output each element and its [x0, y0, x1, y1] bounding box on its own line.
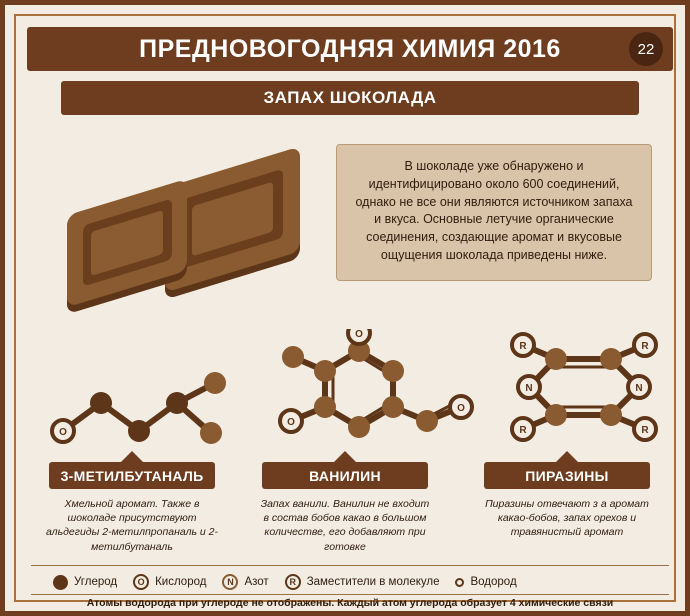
legend	[31, 570, 669, 594]
legend-item-oxygen	[133, 574, 206, 590]
intro-text: В шоколаде уже обнаружено и идентифицировано около 600 соединений, однако не все они являются источником запаха и вкуса. Основные летучие органические соединения, создающие аромат и вкусовые ощущения шоколада приведены ниже.	[355, 159, 633, 262]
legend-divider-top	[31, 565, 669, 566]
svg-text:O: O	[287, 417, 295, 428]
title-bar	[27, 27, 673, 71]
svg-text:R: R	[519, 425, 527, 436]
molecule-vanillin	[263, 329, 478, 447]
legend-item-carbon	[53, 575, 117, 590]
legend-label: Кислород	[155, 576, 207, 588]
molecule-pyrazines	[501, 329, 676, 444]
oxygen-atom-icon: O	[133, 574, 149, 590]
nitrogen-atom-icon: N	[222, 574, 238, 590]
molecule-name-plate-2	[262, 462, 428, 489]
legend-item-substituent	[285, 574, 440, 590]
molecule-3-methylbutanal	[33, 353, 243, 448]
intro-panel	[336, 144, 652, 281]
footnote-text: Атомы водорода при углероде не отображены. Каждый атом углерода образует 4 химические связи	[86, 597, 614, 609]
molecule-name-plate-1	[49, 462, 215, 489]
legend-label: Углерод	[74, 576, 118, 588]
svg-text:N: N	[635, 383, 643, 394]
svg-text:N: N	[525, 383, 533, 394]
svg-text:O: O	[457, 403, 465, 414]
molecule-caption-3: Пиразины отвечают з а аромат какао-бобов, запах орехов и травянистый аромат	[485, 498, 649, 539]
hydrogen-atom-icon	[455, 578, 464, 587]
svg-text:R: R	[641, 425, 649, 436]
legend-label: Азот	[244, 576, 269, 588]
carbon-atom-icon	[53, 575, 68, 590]
molecule-name-plate-3	[484, 462, 650, 489]
substituent-icon: R	[285, 574, 301, 590]
legend-label: Заместители в молекуле	[306, 576, 440, 588]
legend-item-hydrogen	[455, 576, 516, 588]
subtitle-bar	[61, 81, 639, 115]
molecule-name-label: ПИРАЗИНЫ	[525, 467, 609, 484]
name-plate-pointer	[334, 451, 356, 462]
molecule-diagrams	[23, 323, 677, 448]
page-title: ПРЕДНОВОГОДНЯЯ ХИМИЯ 2016	[139, 34, 561, 63]
chocolate-illustration	[35, 145, 325, 310]
legend-divider-bottom	[31, 594, 669, 595]
name-plate-pointer	[121, 451, 143, 462]
molecule-name-label: ВАНИЛИН	[309, 467, 381, 484]
legend-label: Водород	[470, 576, 517, 588]
svg-text:R: R	[519, 341, 527, 352]
legend-item-nitrogen	[222, 574, 268, 590]
svg-text:O: O	[59, 427, 67, 438]
molecule-caption-2: Запах ванили. Ванилин не входит в состав бобов какао в большом количестве, его добавляют при готовке	[260, 498, 430, 553]
svg-text:O: O	[355, 329, 363, 340]
molecule-caption-1: Хмельной аромат. Также в шоколаде присутствуют альдегиды 2-метилпропаналь и 2-метилбутаналь	[45, 498, 219, 553]
subtitle-text: ЗАПАХ ШОКОЛАДА	[263, 88, 437, 107]
name-plate-pointer	[556, 451, 578, 462]
molecule-name-label: 3-МЕТИЛБУТАНАЛЬ	[60, 467, 204, 484]
svg-text:R: R	[641, 341, 649, 352]
page-number-badge: 22	[629, 32, 663, 66]
chocolate-piece-front	[67, 197, 187, 289]
